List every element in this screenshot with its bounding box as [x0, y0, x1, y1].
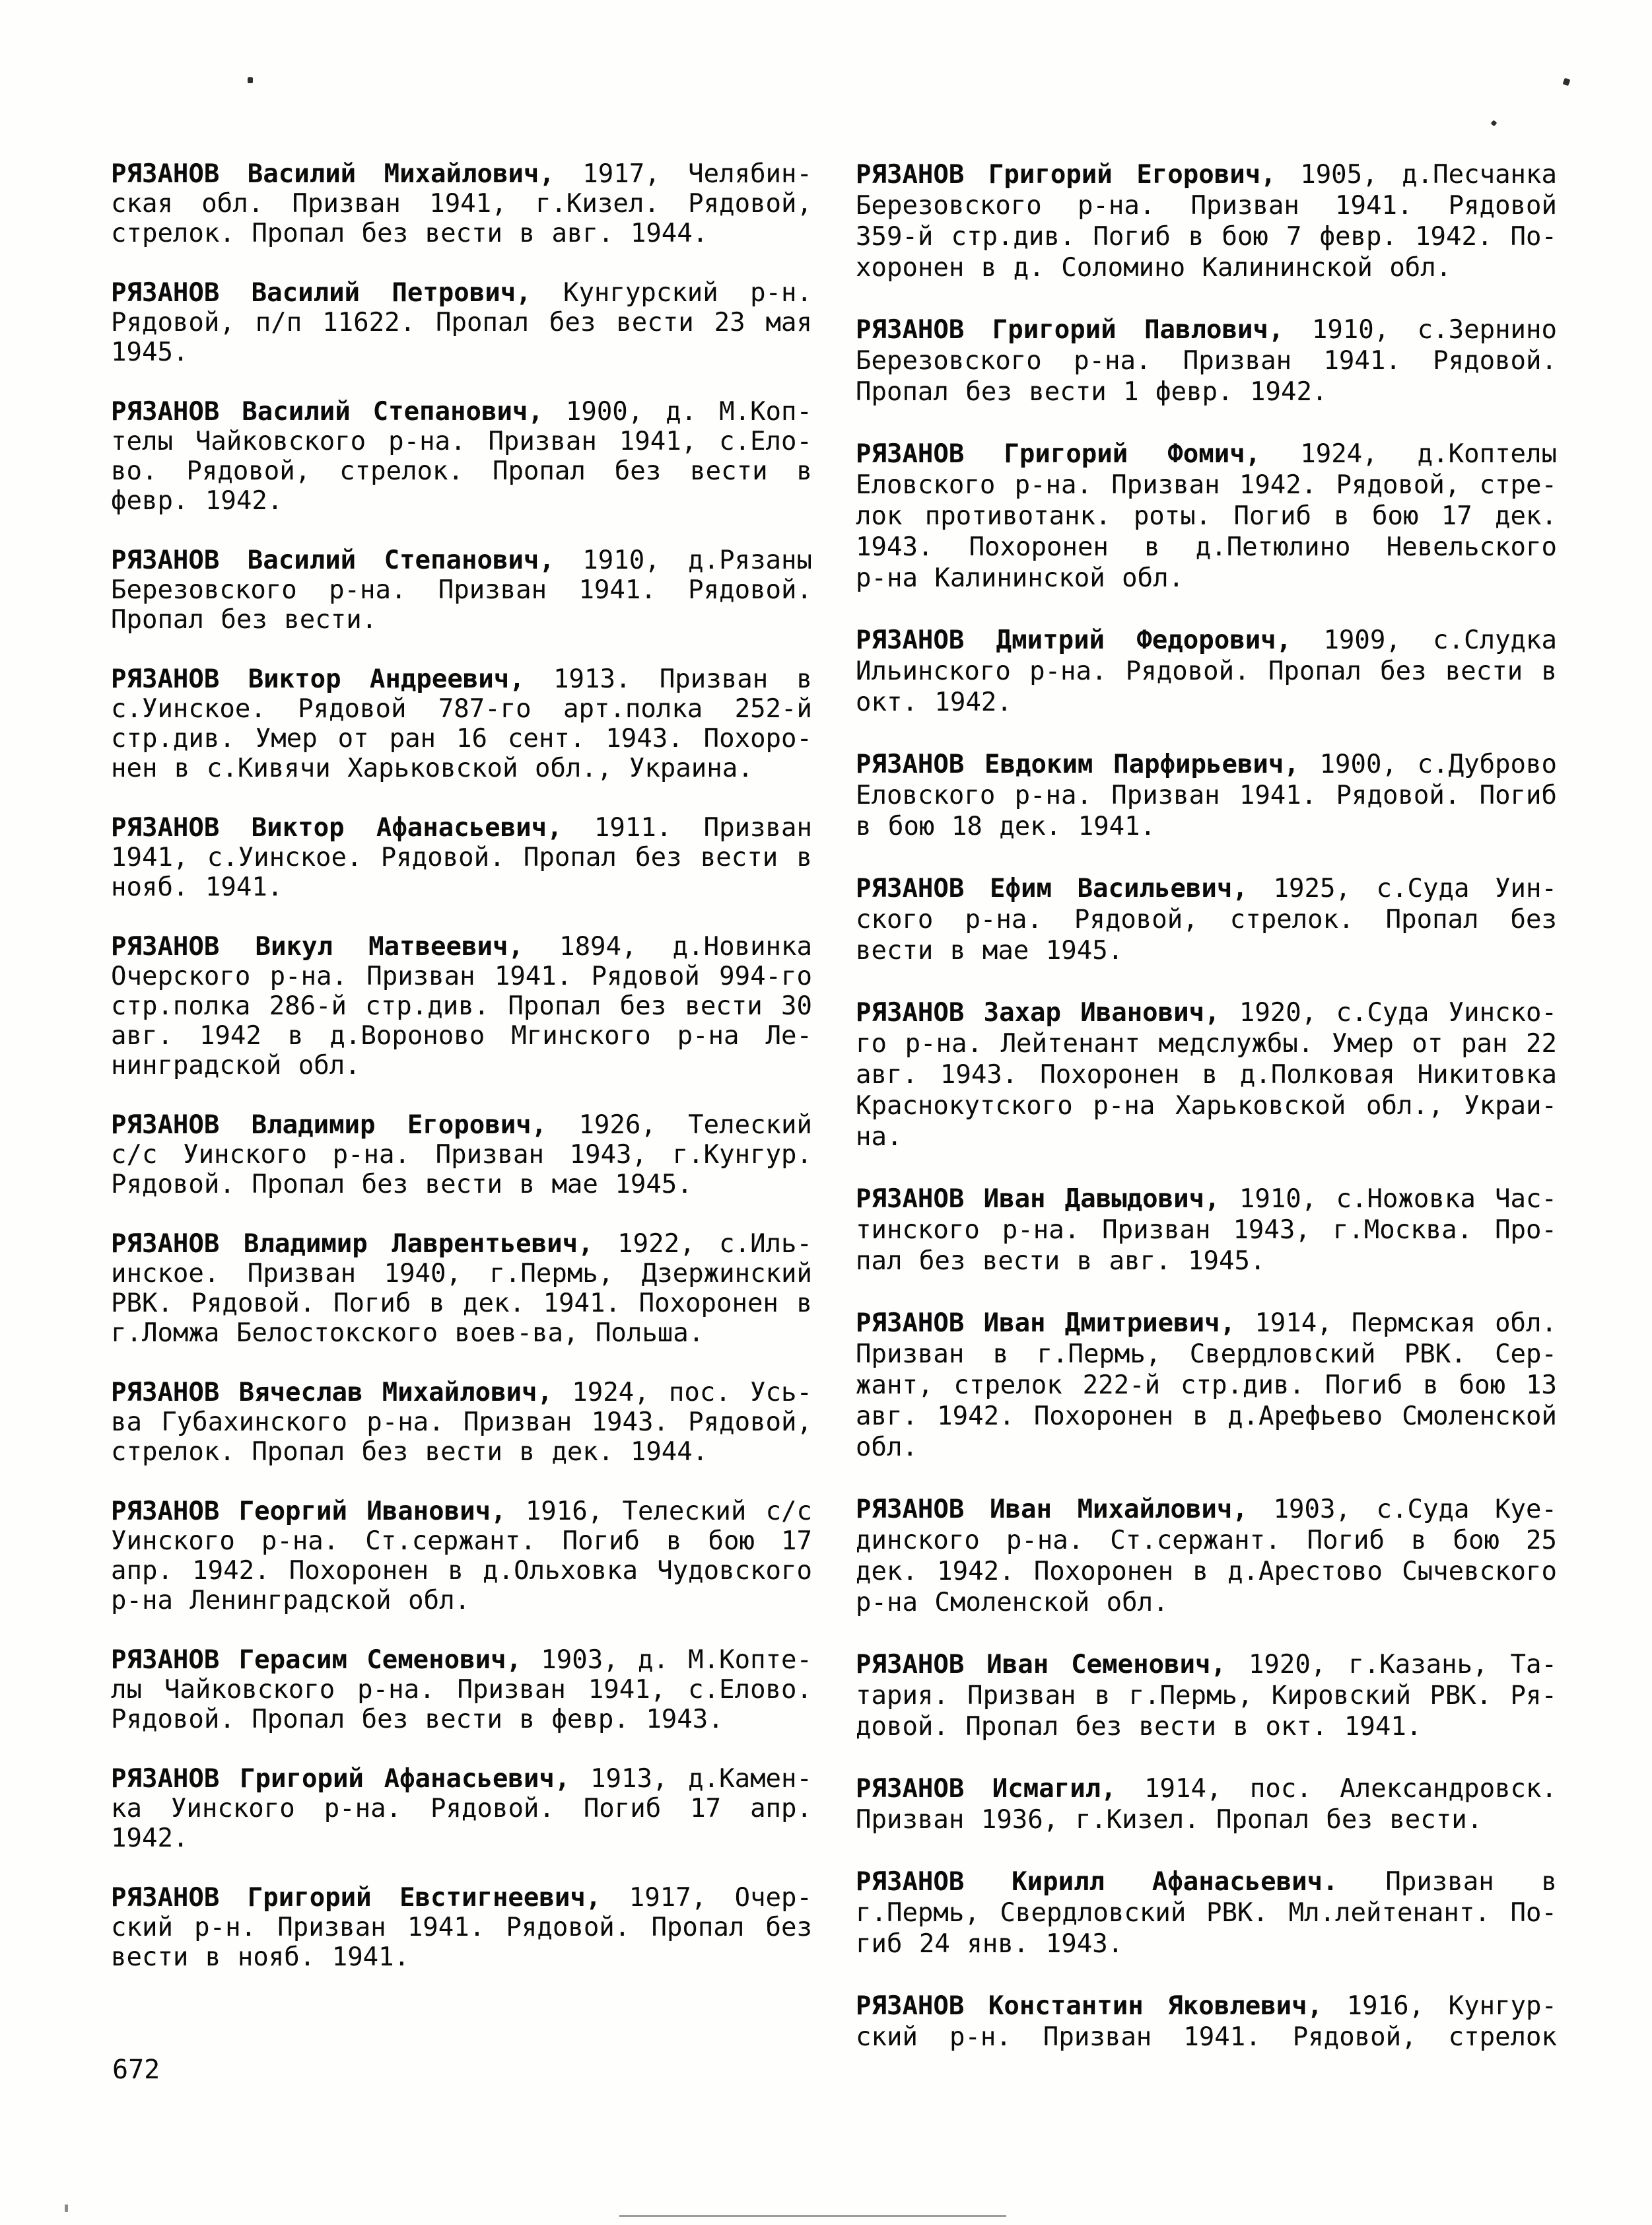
- entry-line: р-на Ленинградской обл.: [111, 1586, 471, 1615]
- entry-line: Призван 1936, г.Кизел. Пропал без вести.: [856, 1805, 1483, 1835]
- entry-line: окт. 1942.: [856, 688, 1012, 717]
- entry-line: РЯЗАНОВ Владимир Егорович, 1926, Телеский: [111, 1110, 812, 1140]
- entry-line: ский р-н. Призван 1941. Рядовой. Пропал без: [111, 1913, 812, 1942]
- entry-line: с.Уинское. Рядовой 787-го арт.полка 252-й: [111, 694, 812, 724]
- entry-line: РЯЗАНОВ Григорий Павлович, 1910, с.Зернино: [856, 315, 1557, 345]
- entry-line: тинского р-на. Призван 1943, г.Москва. Про-: [856, 1215, 1557, 1245]
- entry-line: во. Рядовой, стрелок. Пропал без вести в: [111, 456, 812, 486]
- entry-line: хоронен в д. Соломино Калининской обл.: [856, 253, 1452, 283]
- memorial-entry: [111, 1497, 812, 1615]
- memorial-entry: [111, 1645, 812, 1734]
- entry-line: РЯЗАНОВ Василий Степанович, 1900, д. М.Коп-: [111, 397, 812, 427]
- entry-line: ка Уинского р-на. Рядовой. Погиб 17 апр.: [111, 1794, 812, 1823]
- entry-name: РЯЗАНОВ Владимир Лаврентьевич,: [111, 1229, 594, 1259]
- memorial-entry: [856, 749, 1557, 842]
- memorial-entry: [856, 439, 1557, 594]
- entry-line: РЯЗАНОВ Иван Дмитриевич, 1914, Пермская обл.: [856, 1308, 1557, 1338]
- memorial-entry: [856, 314, 1557, 407]
- entry-name: РЯЗАНОВ Иван Давыдович,: [856, 1184, 1220, 1214]
- entry-line: Березовского р-на. Призван 1941. Рядовой: [856, 191, 1557, 221]
- left-column: [111, 159, 812, 1972]
- entry-line: стрелок. Пропал без вести в дек. 1944.: [111, 1437, 708, 1467]
- entry-name: РЯЗАНОВ Герасим Семенович,: [111, 1645, 522, 1675]
- entry-name: РЯЗАНОВ Вячеслав Михайлович,: [111, 1378, 553, 1407]
- entry-line: ский р-н. Призван 1941. Рядовой, стрелок: [856, 2022, 1557, 2052]
- entry-line: РЯЗАНОВ Григорий Евстигнеевич, 1917, Очер-: [111, 1883, 813, 1913]
- entry-line: РЯЗАНОВ Евдоким Парфирьевич, 1900, с.Дуброво: [856, 750, 1557, 779]
- entry-name: РЯЗАНОВ Исмагил,: [856, 1774, 1117, 1804]
- entry-line: стрелок. Пропал без вести в авг. 1944.: [111, 219, 708, 248]
- entry-line: Ильинского р-на. Рядовой. Пропал без вести в: [856, 656, 1557, 686]
- entry-line: РЯЗАНОВ Виктор Афанасьевич, 1911. Призван: [111, 813, 812, 843]
- entry-line: РЯЗАНОВ Виктор Андреевич, 1913. Призван в: [111, 664, 813, 694]
- entry-name: РЯЗАНОВ Виктор Афанасьевич,: [111, 813, 563, 843]
- entry-line: р-на Смоленской обл.: [856, 1588, 1169, 1617]
- entry-line: 1941, с.Уинское. Рядовой. Пропал без вести в: [111, 843, 812, 872]
- entry-line: РЯЗАНОВ Григорий Афанасьевич, 1913, д.Камен-: [111, 1764, 812, 1794]
- memorial-entry: [856, 625, 1557, 718]
- scan-edge-line: [619, 2215, 1006, 2217]
- entry-line: РЯЗАНОВ Иван Давыдович, 1910, с.Ножовка Час-: [856, 1184, 1557, 1214]
- memorial-entry: [111, 813, 812, 902]
- entry-line: Краснокутского р-на Харьковской обл., Украи-: [856, 1091, 1557, 1121]
- entry-line: ского р-на. Рядовой, стрелок. Пропал без: [856, 905, 1557, 935]
- memorial-entry: [111, 1764, 812, 1853]
- memorial-entry: [856, 873, 1557, 966]
- entry-line: Рядовой. Пропал без вести в мае 1945.: [111, 1170, 693, 1199]
- entry-line: РЯЗАНОВ Владимир Лаврентьевич, 1922, с.Иль-: [111, 1229, 812, 1259]
- entry-line: Еловского р-на. Призван 1941. Рядовой. Погиб: [856, 781, 1557, 810]
- entry-line: вести в нояб. 1941.: [111, 1942, 410, 1972]
- entry-line: авг. 1943. Похоронен в д.Полковая Никитовка: [856, 1060, 1557, 1090]
- entry-line: РЯЗАНОВ Иван Семенович, 1920, г.Казань, Та-: [856, 1650, 1557, 1679]
- entry-name: РЯЗАНОВ Григорий Егорович,: [856, 160, 1276, 190]
- entry-line: РЯЗАНОВ Константин Яковлевич, 1916, Кунгур-: [856, 1991, 1557, 2021]
- entry-line: авг. 1942. Похоронен в д.Арефьево Смоленской: [856, 1401, 1557, 1431]
- entry-line: инское. Призван 1940, г.Пермь, Дзержинский: [111, 1259, 812, 1289]
- entry-name: РЯЗАНОВ Иван Семенович,: [856, 1650, 1226, 1679]
- entry-line: телы Чайковского р-на. Призван 1941, с.Ело-: [111, 427, 812, 456]
- entry-line: РЯЗАНОВ Кирилл Афанасьевич. Призван в: [856, 1867, 1557, 1897]
- entry-name: РЯЗАНОВ Иван Дмитриевич,: [856, 1308, 1236, 1338]
- memorial-entry: [856, 1183, 1557, 1277]
- memorial-entry: [856, 1308, 1557, 1463]
- entry-name: РЯЗАНОВ Ефим Васильевич,: [856, 874, 1248, 903]
- entry-line: жант, стрелок 222-й стр.див. Погиб в бою 13: [856, 1370, 1557, 1400]
- entry-line: с/с Уинского р-на. Призван 1943, г.Кунгур.: [111, 1140, 812, 1170]
- entry-line: Еловского р-на. Призван 1942. Рядовой, стре-: [856, 470, 1557, 500]
- entry-name: РЯЗАНОВ Василий Степанович,: [111, 397, 543, 427]
- entry-name: РЯЗАНОВ Дмитрий Федорович,: [856, 625, 1292, 655]
- entry-line: РЯЗАНОВ Георгий Иванович, 1916, Телеский с/с: [111, 1497, 813, 1526]
- memorial-entry: [111, 278, 812, 367]
- entry-line: нинградской обл.: [111, 1051, 361, 1080]
- entry-line: Березовского р-на. Призван 1941. Рядовой.: [111, 575, 812, 605]
- entry-name: РЯЗАНОВ Григорий Павлович,: [856, 315, 1284, 345]
- entry-name: РЯЗАНОВ Владимир Егорович,: [111, 1110, 547, 1140]
- entry-line: в бою 18 дек. 1941.: [856, 812, 1156, 841]
- scan-speck: [248, 77, 253, 83]
- entry-line: вести в мае 1945.: [856, 936, 1124, 966]
- entry-line: лок противотанк. роты. Погиб в бою 17 дек.: [856, 501, 1557, 531]
- memorial-entry: [111, 397, 812, 516]
- entry-line: лы Чайковского р-на. Призван 1941, с.Елово.: [111, 1675, 812, 1705]
- entry-line: стр.полка 286-й стр.див. Пропал без вести 30: [111, 991, 812, 1021]
- memorial-entry: [111, 1229, 812, 1348]
- entry-line: нояб. 1941.: [111, 872, 283, 902]
- memorial-entry: [111, 1883, 812, 1972]
- memorial-entry: [111, 1110, 812, 1199]
- entry-line: РЯЗАНОВ Григорий Фомич, 1924, д.Коптелы: [856, 439, 1557, 469]
- entry-name: РЯЗАНОВ Захар Иванович,: [856, 998, 1220, 1028]
- entry-line: гиб 24 янв. 1943.: [856, 1929, 1124, 1959]
- entry-line: Пропал без вести 1 февр. 1942.: [856, 377, 1328, 407]
- entry-line: Очерского р-на. Призван 1941. Рядовой 994-го: [111, 962, 812, 991]
- memorial-entry: [856, 1494, 1557, 1618]
- entry-line: тария. Призван в г.Пермь, Кировский РВК. Ря-: [856, 1681, 1557, 1711]
- entry-name: РЯЗАНОВ Константин Яковлевич,: [856, 1991, 1323, 2021]
- entry-line: г.Пермь, Свердловский РВК. Мл.лейтенант. По-: [856, 1898, 1557, 1928]
- entry-name: РЯЗАНОВ Иван Михайлович,: [856, 1495, 1248, 1524]
- entry-line: авг. 1942 в д.Вороново Мгинского р-на Ле-: [111, 1021, 812, 1051]
- entry-line: РЯЗАНОВ Ефим Васильевич, 1925, с.Суда Уин-: [856, 874, 1557, 903]
- entry-line: апр. 1942. Похоронен в д.Ольховка Чудовского: [111, 1556, 812, 1586]
- entry-line: ская обл. Призван 1941, г.Кизел. Рядовой,: [111, 189, 812, 219]
- memorial-entry: [856, 159, 1557, 283]
- entry-line: РЯЗАНОВ Дмитрий Федорович, 1909, с.Слудка: [856, 625, 1557, 655]
- entry-line: РВК. Рядовой. Погиб в дек. 1941. Похоронен в: [111, 1289, 812, 1318]
- entry-name: РЯЗАНОВ Евдоким Парфирьевич,: [856, 750, 1299, 779]
- entry-line: динского р-на. Ст.сержант. Погиб в бою 25: [856, 1526, 1557, 1555]
- entry-line: Рядовой, п/п 11622. Пропал без вести 23 мая: [111, 308, 812, 337]
- entry-name: РЯЗАНОВ Василий Петрович,: [111, 278, 532, 308]
- right-column: [856, 159, 1557, 2053]
- scan-speck: [1563, 78, 1571, 86]
- memorial-entry: [856, 1866, 1557, 1960]
- entry-name: РЯЗАНОВ Викул Матвеевич,: [111, 932, 524, 962]
- entry-line: го р-на. Лейтенант медслужбы. Умер от ран 22: [856, 1029, 1557, 1059]
- entry-line: Березовского р-на. Призван 1941. Рядовой.: [856, 346, 1557, 376]
- entry-line: Призван в г.Пермь, Свердловский РВК. Сер-: [856, 1339, 1557, 1369]
- entry-line: РЯЗАНОВ Исмагил, 1914, пос. Александровск.: [856, 1774, 1557, 1804]
- entry-name: РЯЗАНОВ Кирилл Афанасьевич.: [856, 1867, 1338, 1897]
- entry-name: РЯЗАНОВ Василий Степанович,: [111, 546, 555, 575]
- entry-line: нен в с.Кивячи Харьковской обл., Украина.: [111, 754, 753, 783]
- page-number: 672: [112, 2055, 160, 2085]
- entry-line: 1945.: [111, 337, 189, 367]
- entry-name: РЯЗАНОВ Григорий Евстигнеевич,: [111, 1883, 602, 1913]
- entry-line: дек. 1942. Похоронен в д.Арестово Сычевского: [856, 1557, 1557, 1586]
- entry-name: РЯЗАНОВ Виктор Андреевич,: [111, 664, 525, 694]
- entry-line: на.: [856, 1122, 903, 1152]
- entry-line: РЯЗАНОВ Вячеслав Михайлович, 1924, пос. Усь-: [111, 1378, 812, 1407]
- scan-speck: [1491, 120, 1497, 127]
- memorial-entry: [856, 997, 1557, 1152]
- entry-line: р-на Калининской обл.: [856, 563, 1185, 593]
- memorial-entry: [111, 932, 812, 1080]
- entry-line: 359-й стр.див. Погиб в бою 7 февр. 1942. По-: [856, 222, 1557, 252]
- entry-line: РЯЗАНОВ Герасим Семенович, 1903, д. М.Копте-: [111, 1645, 812, 1675]
- entry-line: г.Ломжа Белостокского воев-ва, Польша.: [111, 1318, 705, 1348]
- entry-name: РЯЗАНОВ Григорий Фомич,: [856, 439, 1261, 469]
- entry-line: РЯЗАНОВ Захар Иванович, 1920, с.Суда Уинско-: [856, 998, 1557, 1028]
- entry-line: Рядовой. Пропал без вести в февр. 1943.: [111, 1705, 724, 1734]
- entry-line: стр.див. Умер от ран 16 сент. 1943. Похоро-: [111, 724, 812, 754]
- memorial-entry: [111, 159, 812, 248]
- entry-line: февр. 1942.: [111, 486, 283, 516]
- entry-line: РЯЗАНОВ Василий Петрович, Кунгурский р-н.: [111, 278, 812, 308]
- entry-line: РЯЗАНОВ Василий Михайлович, 1917, Челябин-: [111, 159, 812, 189]
- entry-name: РЯЗАНОВ Василий Михайлович,: [111, 159, 555, 189]
- scan-speck: [65, 2205, 68, 2212]
- memorial-entry: [856, 1649, 1557, 1742]
- memorial-entry: [856, 1991, 1557, 2053]
- entry-line: ва Губахинского р-на. Призван 1943. Рядовой,: [111, 1407, 812, 1437]
- memorial-entry: [111, 664, 812, 783]
- entry-line: 1943. Похоронен в д.Петюлино Невельского: [856, 532, 1557, 562]
- entry-line: Пропал без вести.: [111, 605, 378, 635]
- entry-line: обл.: [856, 1432, 918, 1462]
- entry-line: довой. Пропал без вести в окт. 1941.: [856, 1712, 1422, 1742]
- entry-name: РЯЗАНОВ Георгий Иванович,: [111, 1497, 506, 1526]
- entry-line: РЯЗАНОВ Василий Степанович, 1910, д.Рязаны: [111, 546, 812, 575]
- memorial-entry: [856, 1773, 1557, 1835]
- entry-name: РЯЗАНОВ Григорий Афанасьевич,: [111, 1764, 570, 1794]
- entry-line: 1942.: [111, 1823, 189, 1853]
- entry-line: РЯЗАНОВ Григорий Егорович, 1905, д.Песчанка: [856, 160, 1557, 190]
- entry-line: пал без вести в авг. 1945.: [856, 1246, 1266, 1276]
- entry-line: Уинского р-на. Ст.сержант. Погиб в бою 17: [111, 1526, 812, 1556]
- entry-line: РЯЗАНОВ Иван Михайлович, 1903, с.Суда Куе-: [856, 1495, 1557, 1524]
- memorial-entry: [111, 1378, 812, 1467]
- memorial-entry: [111, 546, 812, 635]
- entry-line: РЯЗАНОВ Викул Матвеевич, 1894, д.Новинка: [111, 932, 812, 962]
